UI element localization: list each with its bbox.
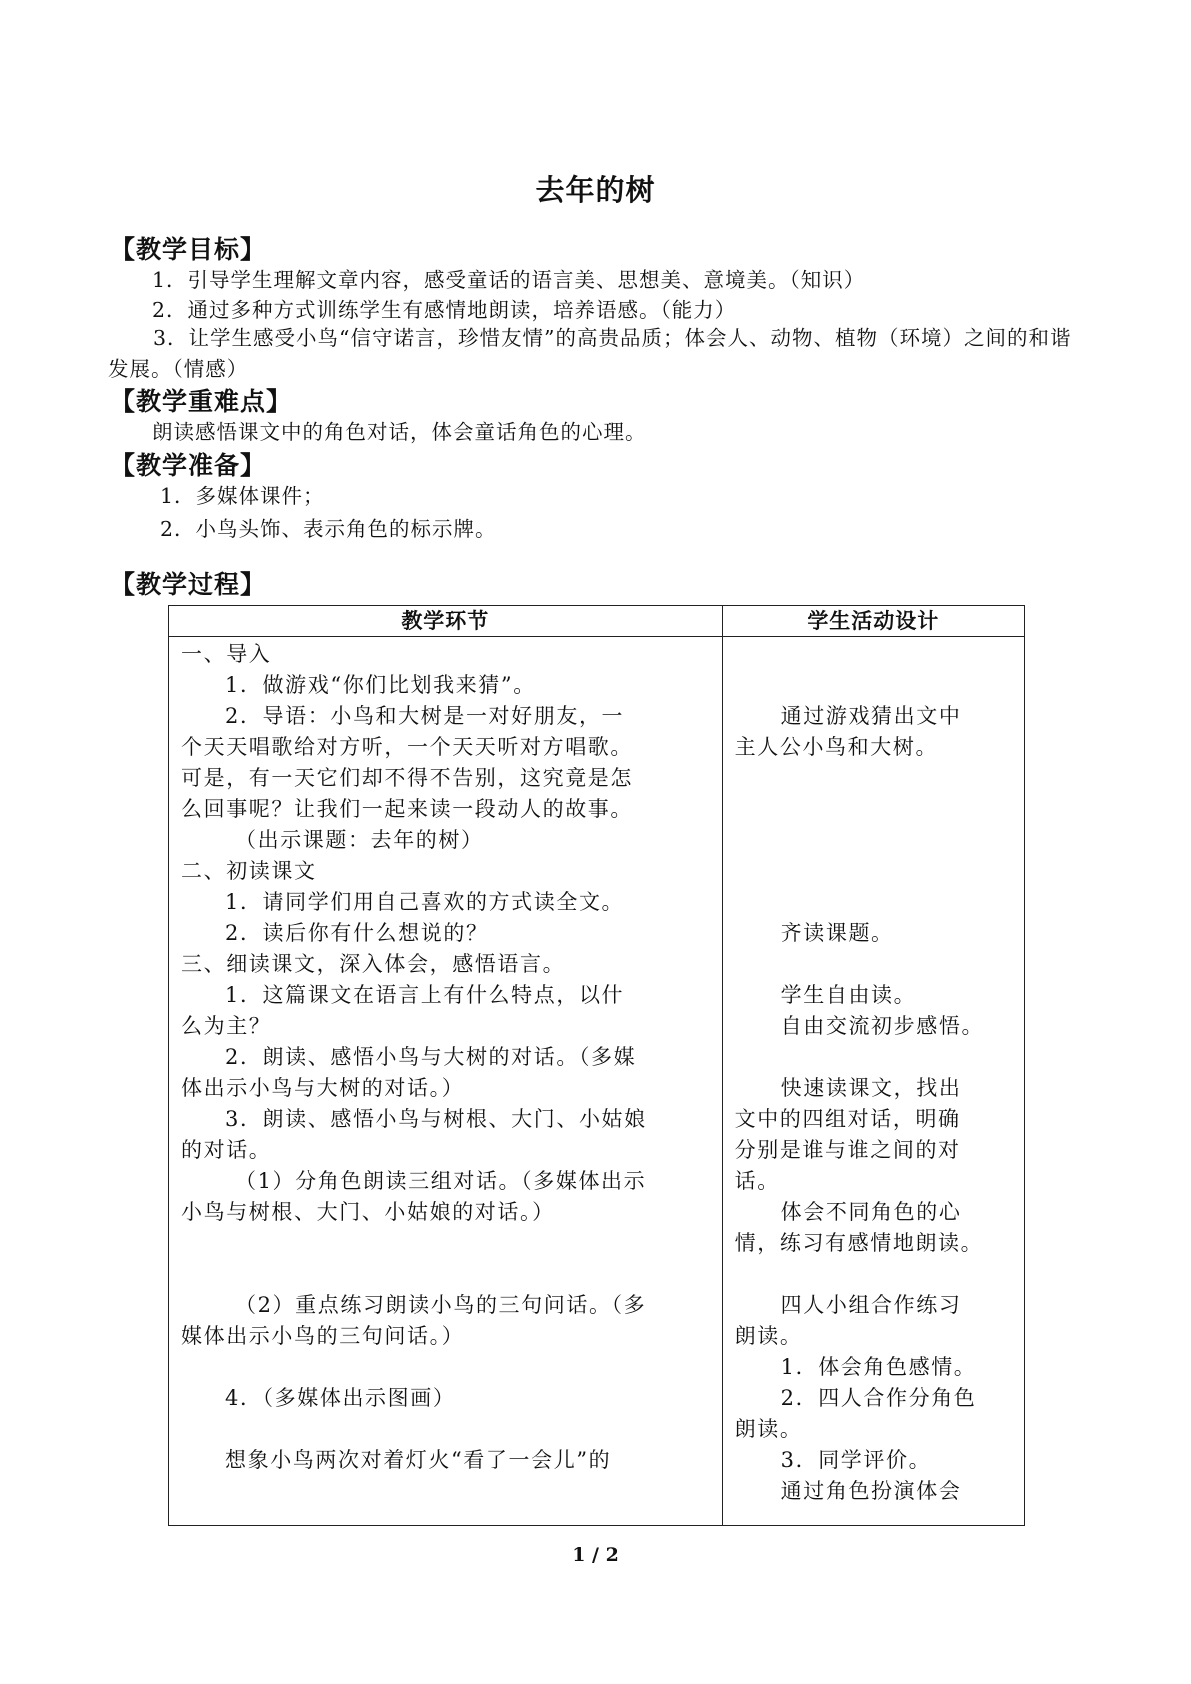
- left-line: 的对话。: [181, 1138, 272, 1162]
- header-student-activities: 学生活动设计: [722, 606, 1024, 637]
- teaching-steps-cell: [169, 637, 723, 1526]
- left-line: 体出示小鸟与大树的对话。）: [181, 1076, 465, 1100]
- left-line: 三、细读课文，深入体会，感悟语言。: [181, 952, 566, 976]
- left-line: 1．做游戏“你们比划我来猜”。: [225, 673, 536, 697]
- table-body-row: [169, 637, 1025, 1526]
- right-line: 1．体会角色感情。: [780, 1355, 977, 1379]
- right-line: 四人小组合作练习: [780, 1293, 962, 1317]
- right-line: 通过游戏猜出文中: [780, 704, 962, 728]
- heading-key-points: 【教学重难点】: [110, 387, 293, 416]
- right-line: 通过角色扮演体会: [780, 1479, 962, 1503]
- right-line: 分别是谁与谁之间的对: [734, 1138, 961, 1162]
- left-line: 么为主？: [181, 1014, 272, 1038]
- left-line: 么回事呢？让我们一起来读一段动人的故事。: [181, 797, 633, 821]
- left-line: 4．（多媒体出示图画）: [225, 1386, 456, 1410]
- right-line: 情，练习有感情地朗读。: [734, 1231, 984, 1255]
- page-number: 1 / 2: [572, 1544, 619, 1566]
- left-line: 2．读后你有什么想说的？: [225, 921, 489, 945]
- right-line: 齐读课题。: [780, 921, 894, 945]
- right-line: 朗读。: [734, 1417, 803, 1441]
- left-line: （2）重点练习朗读小鸟的三句问话。（多: [235, 1293, 647, 1317]
- left-line: 可是，有一天它们却不得不告别，这究竟是怎: [181, 766, 633, 790]
- right-line: 2．四人合作分角色: [780, 1386, 977, 1410]
- left-line: 一、导入: [181, 642, 272, 666]
- left-line: 小鸟与树根、大门、小姑娘的对话。）: [181, 1200, 555, 1224]
- left-line: 2．朗读、感悟小鸟与大树的对话。（多媒: [225, 1045, 637, 1069]
- right-line: 文中的四组对话，明确: [734, 1107, 961, 1131]
- table-header-row: [169, 606, 1025, 637]
- process-table: [168, 605, 1025, 1526]
- goal-item-3: 3．让学生感受小鸟“信守诺言，珍惜友情”的高贵品质；体会人、动物、植物（环境）之间的和谐发展。（情感）: [108, 326, 1072, 381]
- document-title: 去年的树: [535, 173, 656, 207]
- left-line: 3．朗读、感悟小鸟与树根、大门、小姑娘: [225, 1107, 647, 1131]
- right-line: 自由交流初步感悟。: [780, 1014, 985, 1038]
- left-line: 二、初读课文: [181, 859, 317, 883]
- goal-item-1: 1．引导学生理解文章内容，感受童话的语言美、思想美、意境美。（知识）: [152, 268, 866, 292]
- left-line: 媒体出示小鸟的三句问话。）: [181, 1324, 465, 1348]
- right-line: 学生自由读。: [780, 983, 917, 1007]
- key-points-text: 朗读感悟课文中的角色对话，体会童话角色的心理。: [152, 420, 647, 444]
- left-line: （出示课题：去年的树）: [235, 828, 484, 852]
- left-line: 2．导语：小鸟和大树是一对好朋友，一: [225, 704, 625, 728]
- student-activities-cell: [722, 637, 1024, 1526]
- goal-item-2: 2．通过多种方式训练学生有感情地朗读，培养语感。（能力）: [152, 298, 737, 322]
- left-line: （1）分角色朗读三组对话。（多媒体出示: [235, 1169, 647, 1193]
- right-line: 主人公小鸟和大树。: [734, 735, 939, 759]
- heading-teaching-goals: 【教学目标】: [110, 235, 267, 264]
- left-line: 1．这篇课文在语言上有什么特点，以什: [225, 983, 625, 1007]
- right-line: 朗读。: [734, 1324, 803, 1348]
- heading-process: 【教学过程】: [110, 570, 267, 599]
- preparation-item-2: 2．小鸟头饰、表示角色的标示牌。: [160, 517, 497, 541]
- right-line: 快速读课文，找出: [780, 1076, 962, 1100]
- preparation-item-1: 1．多媒体课件；: [160, 484, 325, 508]
- header-teaching-steps: 教学环节: [169, 606, 723, 637]
- right-line: 3．同学评价。: [780, 1448, 932, 1472]
- left-line: 1．请同学们用自己喜欢的方式读全文。: [225, 890, 625, 914]
- heading-preparation: 【教学准备】: [110, 451, 267, 480]
- right-line: 体会不同角色的心: [780, 1200, 962, 1224]
- left-line: 想象小鸟两次对着灯火“看了一会儿”的: [225, 1448, 612, 1472]
- left-line: 个天天唱歌给对方听，一个天天听对方唱歌。: [181, 735, 633, 759]
- right-line: 话。: [734, 1169, 780, 1193]
